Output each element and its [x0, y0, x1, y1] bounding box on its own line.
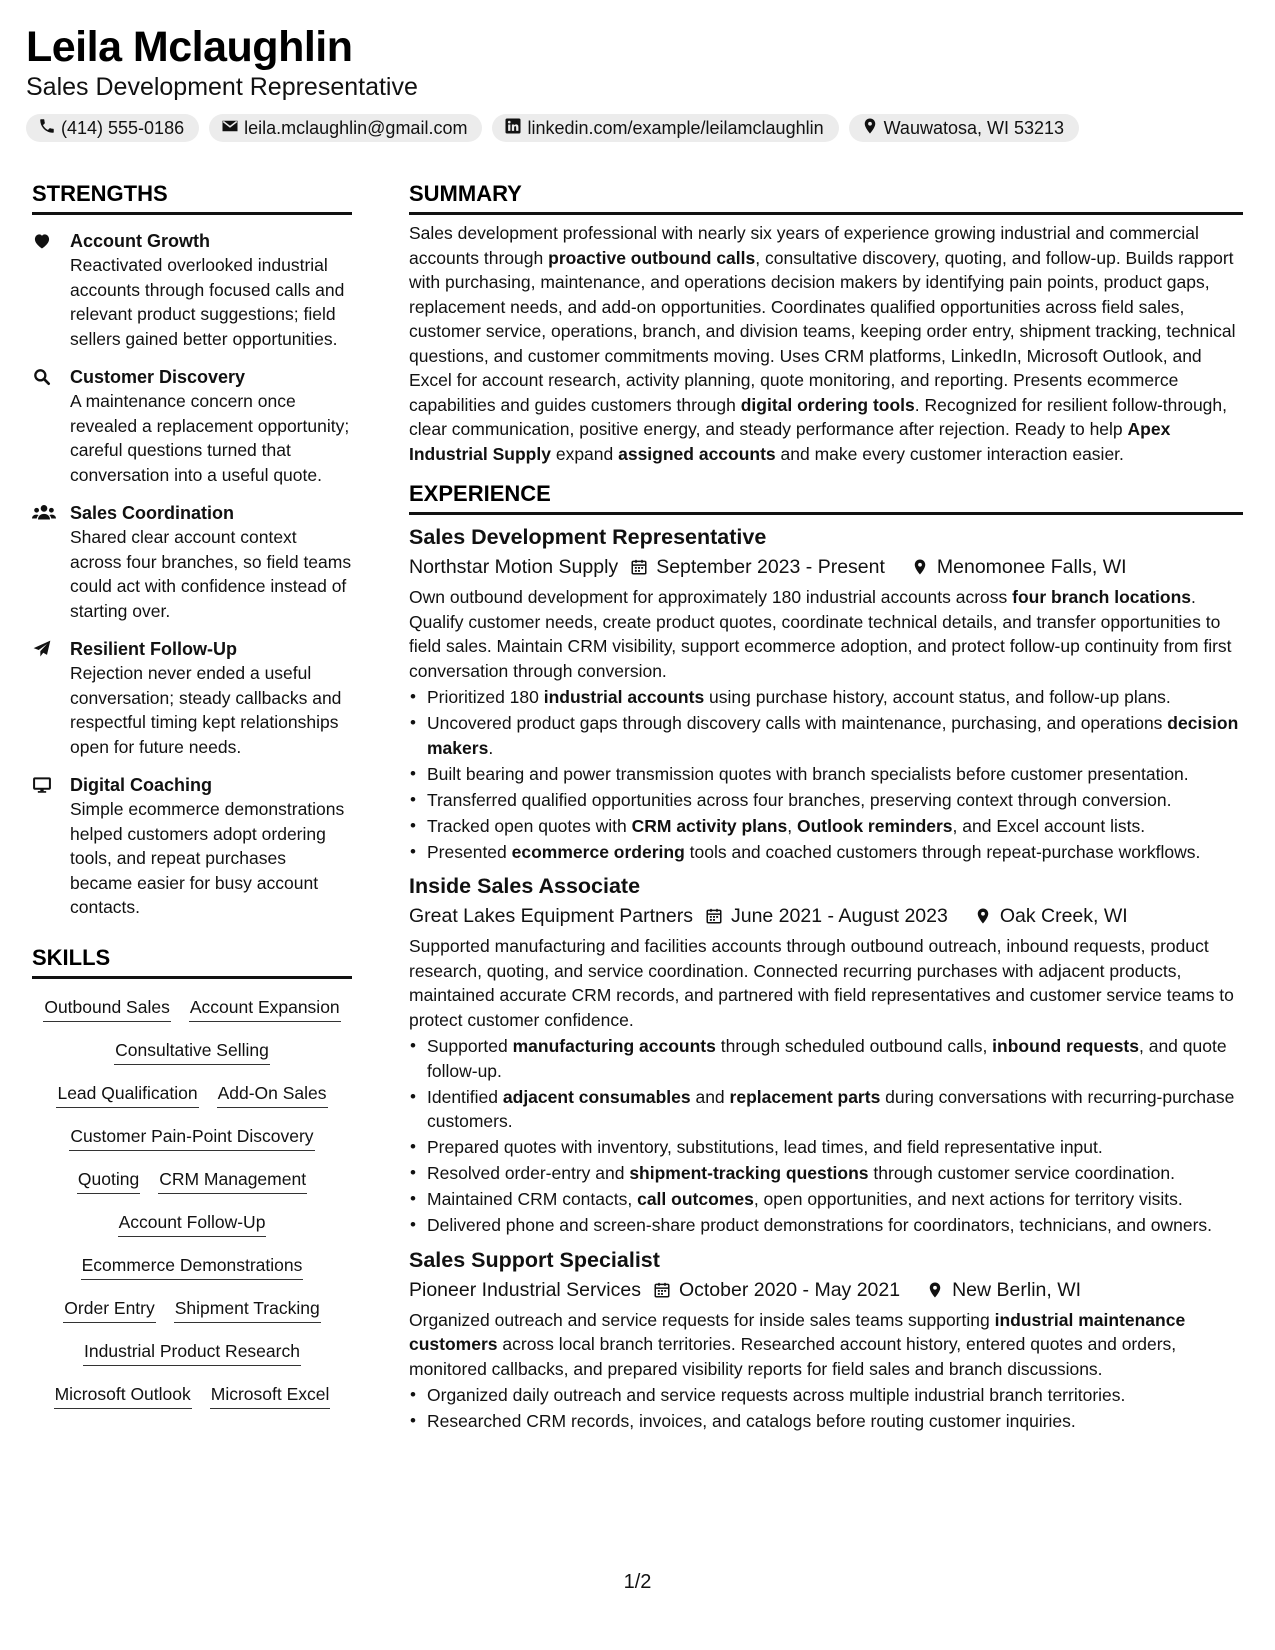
job-bullets	[409, 1034, 1243, 1238]
candidate-name: Leila Mclaughlin	[26, 23, 353, 71]
experience-list	[409, 523, 1243, 1434]
summary-text: Sales development professional with nearly six years of experience growing industrial and commercial accounts through proactive outbound calls, consultative discovery, quoting, and follow-up. Builds rapport with purchasing, maintenance, and operations decision makers by identifying pain points, product gaps, replacement needs, and add-on opportunities. Coordinates qualified opportunities across field sales, customer service, operations, branch, and division teams, keeping order entry, shipment tracking, technical questions, and customer commitments moving. Uses CRM platforms, LinkedIn, Microsoft Outlook, and Excel for account research, activity planning, quote monitoring, and reporting. Presents ecommerce capabilities and guides customers through digital ordering tools. Recognized for resilient follow-through, clear communication, positive energy, and steady performance after rejection. Ready to help Apex Industrial Supply expand assigned accounts and make every customer interaction easier.	[409, 223, 1236, 464]
skill-row	[32, 995, 352, 1022]
skill-tag: Microsoft Outlook	[54, 1382, 192, 1409]
company-name: Pioneer Industrial Services	[409, 1278, 641, 1301]
job-bullets	[409, 1383, 1243, 1434]
heart-icon	[32, 229, 70, 351]
job-meta	[409, 1276, 1243, 1304]
skill-tag: Outbound Sales	[43, 995, 171, 1022]
location-text: Wauwatosa, WI 53213	[883, 117, 1065, 138]
right-column	[409, 180, 1243, 1434]
skill-tag: Shipment Tracking	[174, 1296, 321, 1323]
location-pin-icon	[962, 907, 1000, 925]
contact-bar	[26, 114, 1250, 142]
phone-icon	[38, 117, 56, 140]
skill-tag: Order Entry	[63, 1296, 155, 1323]
skill-tag: Account Expansion	[189, 995, 341, 1022]
skill-row	[32, 1081, 352, 1108]
skill-row	[32, 1210, 352, 1237]
location-chip	[849, 114, 1079, 142]
skill-tag: Consultative Selling	[114, 1038, 270, 1065]
summary-heading: SUMMARY	[409, 180, 1243, 215]
strength-desc: Rejection never ended a useful conversation; steady callbacks and respectful timing kept relationships open for future needs.	[70, 663, 342, 757]
skill-row	[32, 1382, 352, 1409]
strength-item	[32, 773, 352, 920]
job-bullets	[409, 685, 1243, 864]
job-dates: June 2021 - August 2023	[730, 905, 948, 927]
bullet-item: • Supported manufacturing accounts through scheduled outbound calls, inbound requests, and quote follow-up.	[409, 1034, 1243, 1083]
skill-tag: Ecommerce Demonstrations	[81, 1253, 304, 1280]
resume-header	[26, 22, 1250, 142]
strength-title: Resilient Follow-Up	[70, 639, 238, 659]
skill-row	[32, 1167, 352, 1194]
location-pin-icon	[914, 1281, 952, 1299]
strength-item	[32, 501, 352, 623]
candidate-title: Sales Development Representative	[26, 73, 418, 101]
location-pin-icon	[861, 117, 879, 140]
phone-chip[interactable]	[26, 114, 199, 142]
job-description: Supported manufacturing and facilities accounts through outbound outreach, inbound requests, product research, quoting, and service coordination. Connected recurring purchases with adjacent products, maintained accurate CRM records, and partnered with field representatives and customer service teams to protect customer confidence.	[409, 936, 1234, 1030]
strength-item	[32, 637, 352, 759]
bullet-item: • Prepared quotes with inventory, substitutions, lead times, and field representative input.	[409, 1135, 1243, 1160]
bullet-item: • Prioritized 180 industrial accounts using purchase history, account status, and follow-up plans.	[409, 685, 1243, 710]
strength-title: Customer Discovery	[70, 367, 246, 387]
job-description: Organized outreach and service requests for inside sales teams supporting industrial maintenance customers across local branch territories. Researched account history, entered quotes and orders, monitored callbacks, and prepared visibility reports for field sales and branch discussions.	[409, 1309, 1186, 1379]
skill-tag: Industrial Product Research	[83, 1339, 301, 1366]
page-number: 1/2	[623, 1571, 652, 1593]
paper-plane-icon	[32, 637, 70, 759]
strength-item	[32, 229, 352, 351]
skill-row	[32, 1124, 352, 1151]
job-meta	[409, 553, 1243, 581]
calendar-icon	[693, 907, 731, 925]
job-title: Sales Development Representative	[409, 525, 767, 549]
bullet-item: • Organized daily outreach and service requests across multiple industrial branch territories.	[409, 1383, 1243, 1408]
job-meta	[409, 902, 1243, 930]
strength-item	[32, 365, 352, 487]
bullet-item: • Researched CRM records, invoices, and catalogs before routing customer inquiries.	[409, 1409, 1243, 1434]
strengths-heading: STRENGTHS	[32, 180, 352, 215]
job-dates: September 2023 - Present	[656, 556, 885, 578]
experience-heading: EXPERIENCE	[409, 480, 1243, 515]
bullet-item: • Transferred qualified opportunities across four branches, preserving context through conversion.	[409, 788, 1243, 813]
skills-heading: SKILLS	[32, 944, 352, 979]
strength-desc: Reactivated overlooked industrial accounts through focused calls and relevant product suggestions; field sellers gained better opportunities.	[70, 255, 345, 349]
phone-text: (414) 555-0186	[61, 117, 185, 138]
job-entry	[409, 872, 1243, 1238]
job-location: Menomonee Falls, WI	[936, 556, 1127, 578]
skill-tag: Lead Qualification	[56, 1081, 198, 1108]
job-description: Own outbound development for approximately 180 industrial accounts across four branch locations. Qualify customer needs, create product quotes, coordinate technical details, and transfer opportunities to field sales. Maintain CRM visibility, support ecommerce adoption, and protect follow-up continuity from first conversation through conversion.	[409, 587, 1232, 681]
skill-tag: Account Follow-Up	[118, 1210, 267, 1237]
calendar-icon	[641, 1281, 679, 1299]
email-text: leila.mclaughlin@gmail.com	[244, 117, 468, 138]
search-icon	[32, 365, 70, 487]
job-location: Oak Creek, WI	[999, 905, 1128, 927]
skill-row	[32, 1296, 352, 1323]
linkedin-chip[interactable]	[492, 114, 838, 142]
monitor-icon	[32, 773, 70, 920]
bullet-item: • Delivered phone and screen-share product demonstrations for coordinators, technicians, and owners.	[409, 1213, 1243, 1238]
strength-title: Sales Coordination	[70, 503, 235, 523]
skill-tag: Add-On Sales	[217, 1081, 328, 1108]
email-chip[interactable]	[209, 114, 482, 142]
skill-tag: Quoting	[77, 1167, 140, 1194]
skill-row	[32, 1253, 352, 1280]
bullet-item: • Presented ecommerce ordering tools and coached customers through repeat-purchase workflows.	[409, 840, 1243, 865]
skill-tag: Customer Pain-Point Discovery	[69, 1124, 314, 1151]
strength-desc: Simple ecommerce demonstrations helped customers adopt ordering tools, and repeat purchases became easier for busy account contacts.	[70, 799, 345, 917]
bullet-item: • Resolved order-entry and shipment-tracking questions through customer service coordination.	[409, 1161, 1243, 1186]
bullet-item: • Built bearing and power transmission quotes with branch specialists before customer presentation.	[409, 762, 1243, 787]
job-title: Sales Support Specialist	[409, 1247, 660, 1272]
calendar-icon	[618, 558, 656, 576]
company-name: Northstar Motion Supply	[409, 556, 619, 578]
skills-list	[32, 995, 352, 1409]
skill-row	[32, 1339, 352, 1366]
location-pin-icon	[899, 558, 937, 576]
bullet-item: • Maintained CRM contacts, call outcomes, open opportunities, and next actions for territory visits.	[409, 1187, 1243, 1212]
skill-tag: Microsoft Excel	[210, 1382, 331, 1409]
company-name: Great Lakes Equipment Partners	[409, 905, 693, 927]
strength-desc: Shared clear account context across four branches, so field teams could act with confidence instead of starting over.	[70, 527, 352, 621]
linkedin-text: linkedin.com/example/leilamclaughlin	[527, 117, 824, 138]
strength-title: Account Growth	[70, 231, 210, 251]
bullet-item: • Identified adjacent consumables and replacement parts during conversations with recurring-purchase customers.	[409, 1085, 1243, 1134]
users-icon	[32, 501, 70, 623]
skill-tag: CRM Management	[158, 1167, 307, 1194]
strength-desc: A maintenance concern once revealed a replacement opportunity; careful questions turned that conversation into a useful quote.	[70, 391, 350, 485]
job-location: New Berlin, WI	[952, 1278, 1082, 1301]
job-entry	[409, 523, 1243, 864]
envelope-icon	[221, 117, 239, 140]
left-column	[32, 180, 352, 1409]
linkedin-icon	[504, 117, 522, 140]
strength-title: Digital Coaching	[70, 775, 213, 795]
bullet-item: • Tracked open quotes with CRM activity plans, Outlook reminders, and Excel account lists.	[409, 814, 1243, 839]
job-title: Inside Sales Associate	[409, 874, 641, 898]
job-dates: October 2020 - May 2021	[678, 1278, 901, 1301]
skill-row	[32, 1038, 352, 1065]
bullet-item: • Uncovered product gaps through discovery calls with maintenance, purchasing, and operations decision makers.	[409, 711, 1243, 760]
job-entry	[409, 1246, 1243, 1434]
